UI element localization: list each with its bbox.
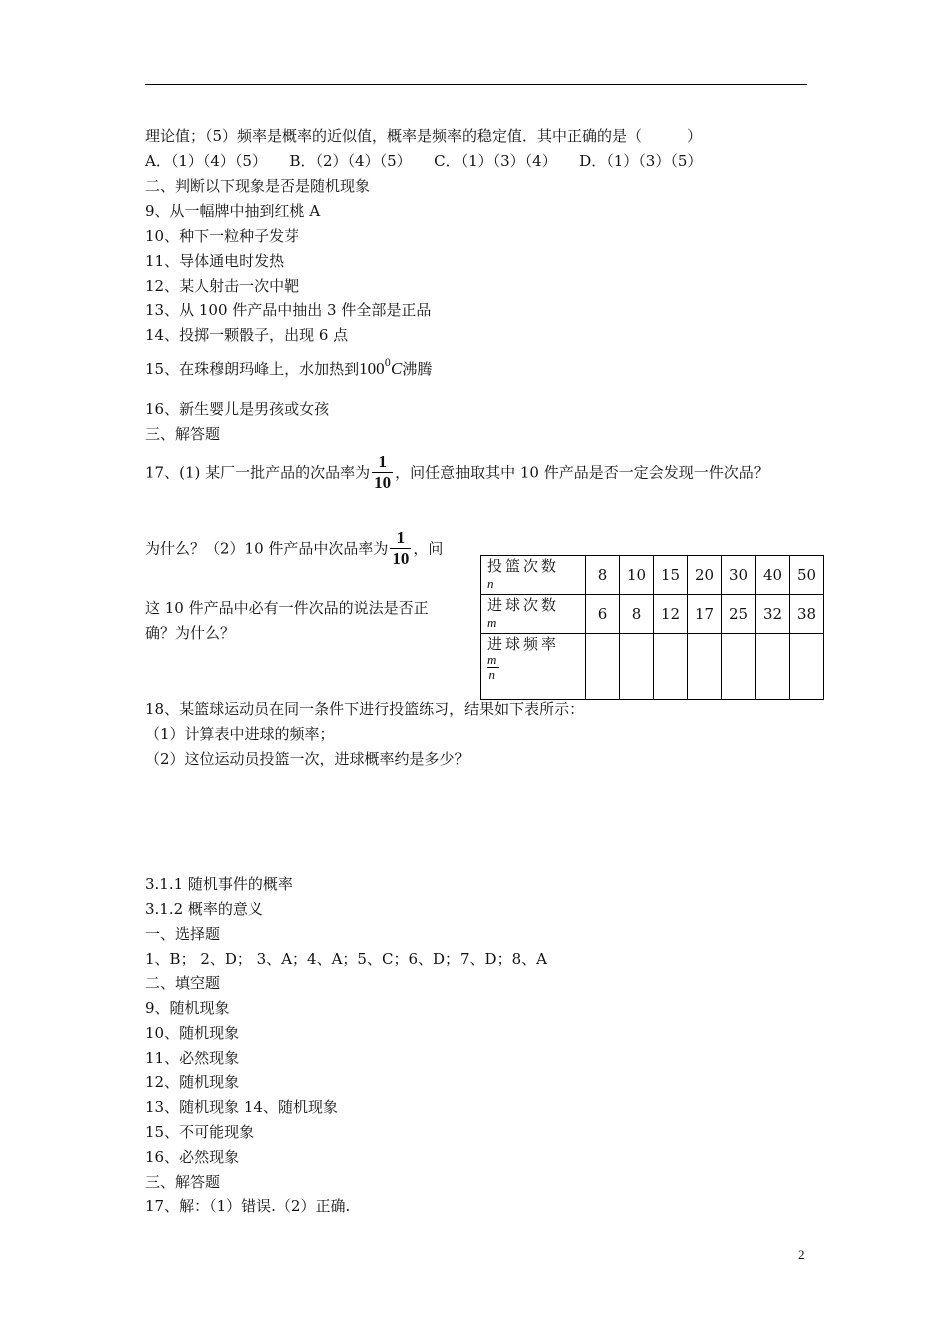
question-14: 14、投掷一颗骰子，出现 6 点	[145, 326, 349, 344]
answer-section: 三、解答题	[145, 1173, 221, 1191]
table-row	[481, 634, 824, 700]
answer-choices: 1、B； 2、D； 3、A；4、A；5、C；6、D；7、D；8、A	[145, 950, 547, 968]
table-cell: 6	[586, 595, 620, 634]
question-16: 16、新生婴儿是男孩或女孩	[145, 400, 330, 418]
question-17-part2-text: 为什么？（2）10 件产品中次品率为	[145, 539, 389, 558]
shooting-table	[480, 555, 824, 700]
question-17-text: 17、(1) 某厂一批产品的次品率为	[145, 463, 371, 482]
question-18-part1: （1）计算表中进球的频率；	[145, 725, 335, 743]
question-17	[145, 452, 769, 493]
page-number: 2	[798, 1247, 805, 1262]
temperature-degree: 0	[384, 358, 391, 369]
answer-title: 3.1.1 随机事件的概率	[145, 875, 293, 893]
question-17-part2-cont: 确？为什么？	[145, 624, 236, 642]
table-cell: 20	[688, 556, 722, 595]
question-18: 18、某篮球运动员在同一条件下进行投篮练习，结果如下表所示：	[145, 700, 585, 718]
table-cell: 38	[790, 595, 824, 634]
table-cell: 32	[756, 595, 790, 634]
temperature-unit: C	[390, 359, 403, 378]
row-label-goals: 进球次数 m	[481, 595, 586, 634]
section-heading: 二、判断以下现象是否是随机现象	[145, 177, 371, 195]
answer-title: 3.1.2 概率的意义	[145, 900, 263, 918]
question-13: 13、从 100 件产品中抽出 3 件全部是正品	[145, 301, 432, 319]
header-rule	[145, 84, 807, 85]
answer-13-14: 13、随机现象 14、随机现象	[145, 1098, 338, 1116]
fraction-defect-rate: $\frac{1}{10}$	[374, 452, 392, 492]
question-17-part2-end: ，问	[413, 539, 444, 558]
question-17-part2	[145, 528, 443, 569]
frequency-fraction: $\frac{m}{n}$	[487, 652, 500, 682]
answer-section: 一、选择题	[145, 925, 221, 943]
question-17-part2-cont: 这 10 件产品中必有一件次品的说法是否正	[145, 599, 429, 617]
answer-9: 9、随机现象	[145, 999, 230, 1017]
question-15-end: 沸腾	[402, 360, 433, 378]
answer-17: 17、解：（1）错误.（2）正确.	[145, 1197, 351, 1215]
table-cell-empty	[790, 634, 824, 700]
section-heading: 三、解答题	[145, 425, 221, 443]
question-17-text-end: ，问任意抽取其中 10 件产品是否一定会发现一件次品？	[395, 463, 769, 482]
question-12: 12、某人射击一次中靶	[145, 277, 300, 295]
table-cell: 25	[722, 595, 756, 634]
table-cell-empty	[756, 634, 790, 700]
answer-12: 12、随机现象	[145, 1073, 240, 1091]
question-10: 10、种下一粒种子发芽	[145, 227, 300, 245]
fraction-defect-rate: $\frac{1}{10}$	[392, 528, 410, 568]
table-row	[481, 595, 824, 634]
row-label-frequency: 进球频率 $\frac{m}{n}$	[481, 634, 586, 700]
table-cell: 8	[620, 595, 654, 634]
table-cell-empty	[620, 634, 654, 700]
table-cell-empty	[586, 634, 620, 700]
question-18-part2: （2）这位运动员投篮一次，进球概率约是多少？	[145, 750, 470, 768]
answer-11: 11、必然现象	[145, 1049, 240, 1067]
question-11: 11、导体通电时发热	[145, 252, 285, 270]
question-15	[145, 354, 432, 379]
table-cell: 40	[756, 556, 790, 595]
row-label-shots: 投篮次数 n	[481, 556, 586, 595]
answer-15: 15、不可能现象	[145, 1123, 255, 1141]
table-cell: 8	[586, 556, 620, 595]
answer-16: 16、必然现象	[145, 1148, 240, 1166]
table-cell-empty	[722, 634, 756, 700]
answer-section: 二、填空题	[145, 974, 221, 992]
table-cell: 10	[620, 556, 654, 595]
table-cell-empty	[654, 634, 688, 700]
table-cell: 17	[688, 595, 722, 634]
temperature-value: 100	[359, 359, 385, 378]
question-15-text: 15、在珠穆朗玛峰上，水加热到	[145, 360, 360, 378]
question-9: 9、从一幅牌中抽到红桃 A	[145, 202, 321, 220]
choice-options: A．（1）（4）（5） B．（2）（4）（5） C．（1）（3）（4） D．（1）（3）（5）	[145, 152, 703, 170]
table-cell: 30	[722, 556, 756, 595]
text-line: 理论值；（5）频率是概率的近似值，概率是频率的稳定值．其中正确的是（ ）	[145, 127, 703, 145]
table-cell: 12	[654, 595, 688, 634]
answer-10: 10、随机现象	[145, 1024, 240, 1042]
table-cell: 15	[654, 556, 688, 595]
table-row	[481, 556, 824, 595]
table-cell-empty	[688, 634, 722, 700]
table-cell: 50	[790, 556, 824, 595]
